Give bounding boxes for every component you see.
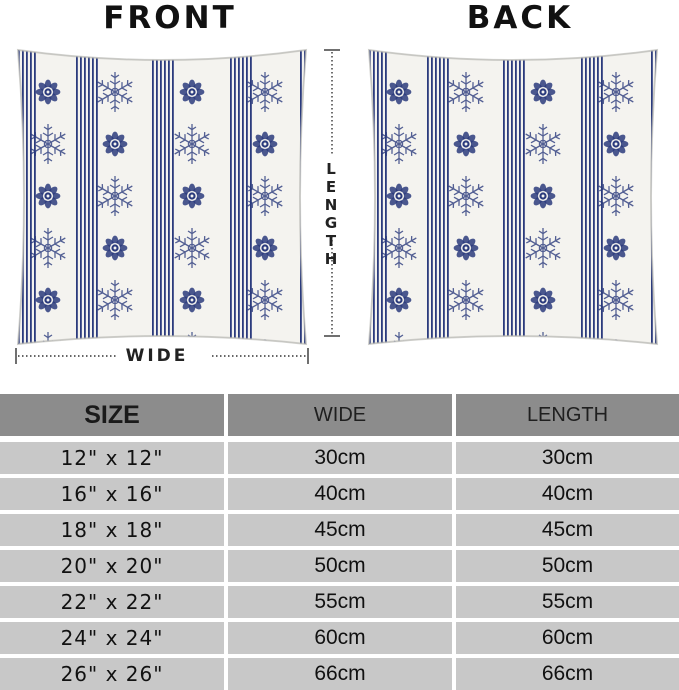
size-cell: 18" x 18": [0, 514, 224, 546]
table-row: [0, 658, 679, 690]
table-row: [0, 622, 679, 654]
size-cell: 16" x 16": [0, 478, 224, 510]
length-cell: 40cm: [456, 478, 679, 510]
medallion-motif: [103, 132, 128, 157]
medallion-motif: [180, 288, 205, 313]
header-wide: WIDE: [228, 394, 452, 436]
medallion-motif: [180, 80, 205, 105]
medallion-motif: [387, 288, 412, 313]
wide-cell: 45cm: [228, 514, 452, 546]
back-heading: BACK: [466, 0, 574, 36]
medallion-motif: [36, 184, 61, 209]
medallion-motif: [454, 236, 479, 261]
size-cell: 22" x 22": [0, 586, 224, 618]
table-row: [0, 478, 679, 510]
wide-cell: 66cm: [228, 658, 452, 690]
medallion-motif: [387, 80, 412, 105]
table-row: [0, 442, 679, 474]
medallion-motif: [36, 288, 61, 313]
header-length: LENGTH: [456, 394, 679, 436]
wide-cell: 60cm: [228, 622, 452, 654]
medallion-motif: [531, 288, 556, 313]
length-cell: 66cm: [456, 658, 679, 690]
wide-cell: 40cm: [228, 478, 452, 510]
table-row: [0, 514, 679, 546]
wide-cell: 50cm: [228, 550, 452, 582]
medallion-motif: [387, 184, 412, 209]
size-cell: 26" x 26": [0, 658, 224, 690]
size-cell: 12" x 12": [0, 442, 224, 474]
medallion-motif: [253, 236, 278, 261]
front-pillow-image: [12, 44, 312, 350]
table-header-row: [0, 394, 679, 429]
length-label: LENGTH: [322, 160, 340, 268]
medallion-motif: [253, 132, 278, 157]
medallion-motif: [454, 340, 479, 350]
medallion-motif: [103, 236, 128, 261]
length-cell: 45cm: [456, 514, 679, 546]
size-cell: 20" x 20": [0, 550, 224, 582]
length-cell: 30cm: [456, 442, 679, 474]
table-row: [0, 550, 679, 582]
header-size: SIZE: [0, 394, 224, 436]
size-cell: 24" x 24": [0, 622, 224, 654]
medallion-motif: [36, 80, 61, 105]
length-cell: 55cm: [456, 586, 679, 618]
wide-cell: 30cm: [228, 442, 452, 474]
medallion-motif: [180, 184, 205, 209]
medallion-motif: [531, 184, 556, 209]
front-heading: FRONT: [103, 0, 237, 36]
length-cell: 50cm: [456, 550, 679, 582]
back-pillow-image: [363, 44, 663, 350]
table-row: [0, 586, 679, 618]
medallion-motif: [604, 236, 629, 261]
medallion-motif: [531, 80, 556, 105]
medallion-motif: [604, 132, 629, 157]
wide-label: WIDE: [122, 345, 192, 367]
medallion-motif: [454, 132, 479, 157]
length-cell: 60cm: [456, 622, 679, 654]
wide-cell: 55cm: [228, 586, 452, 618]
